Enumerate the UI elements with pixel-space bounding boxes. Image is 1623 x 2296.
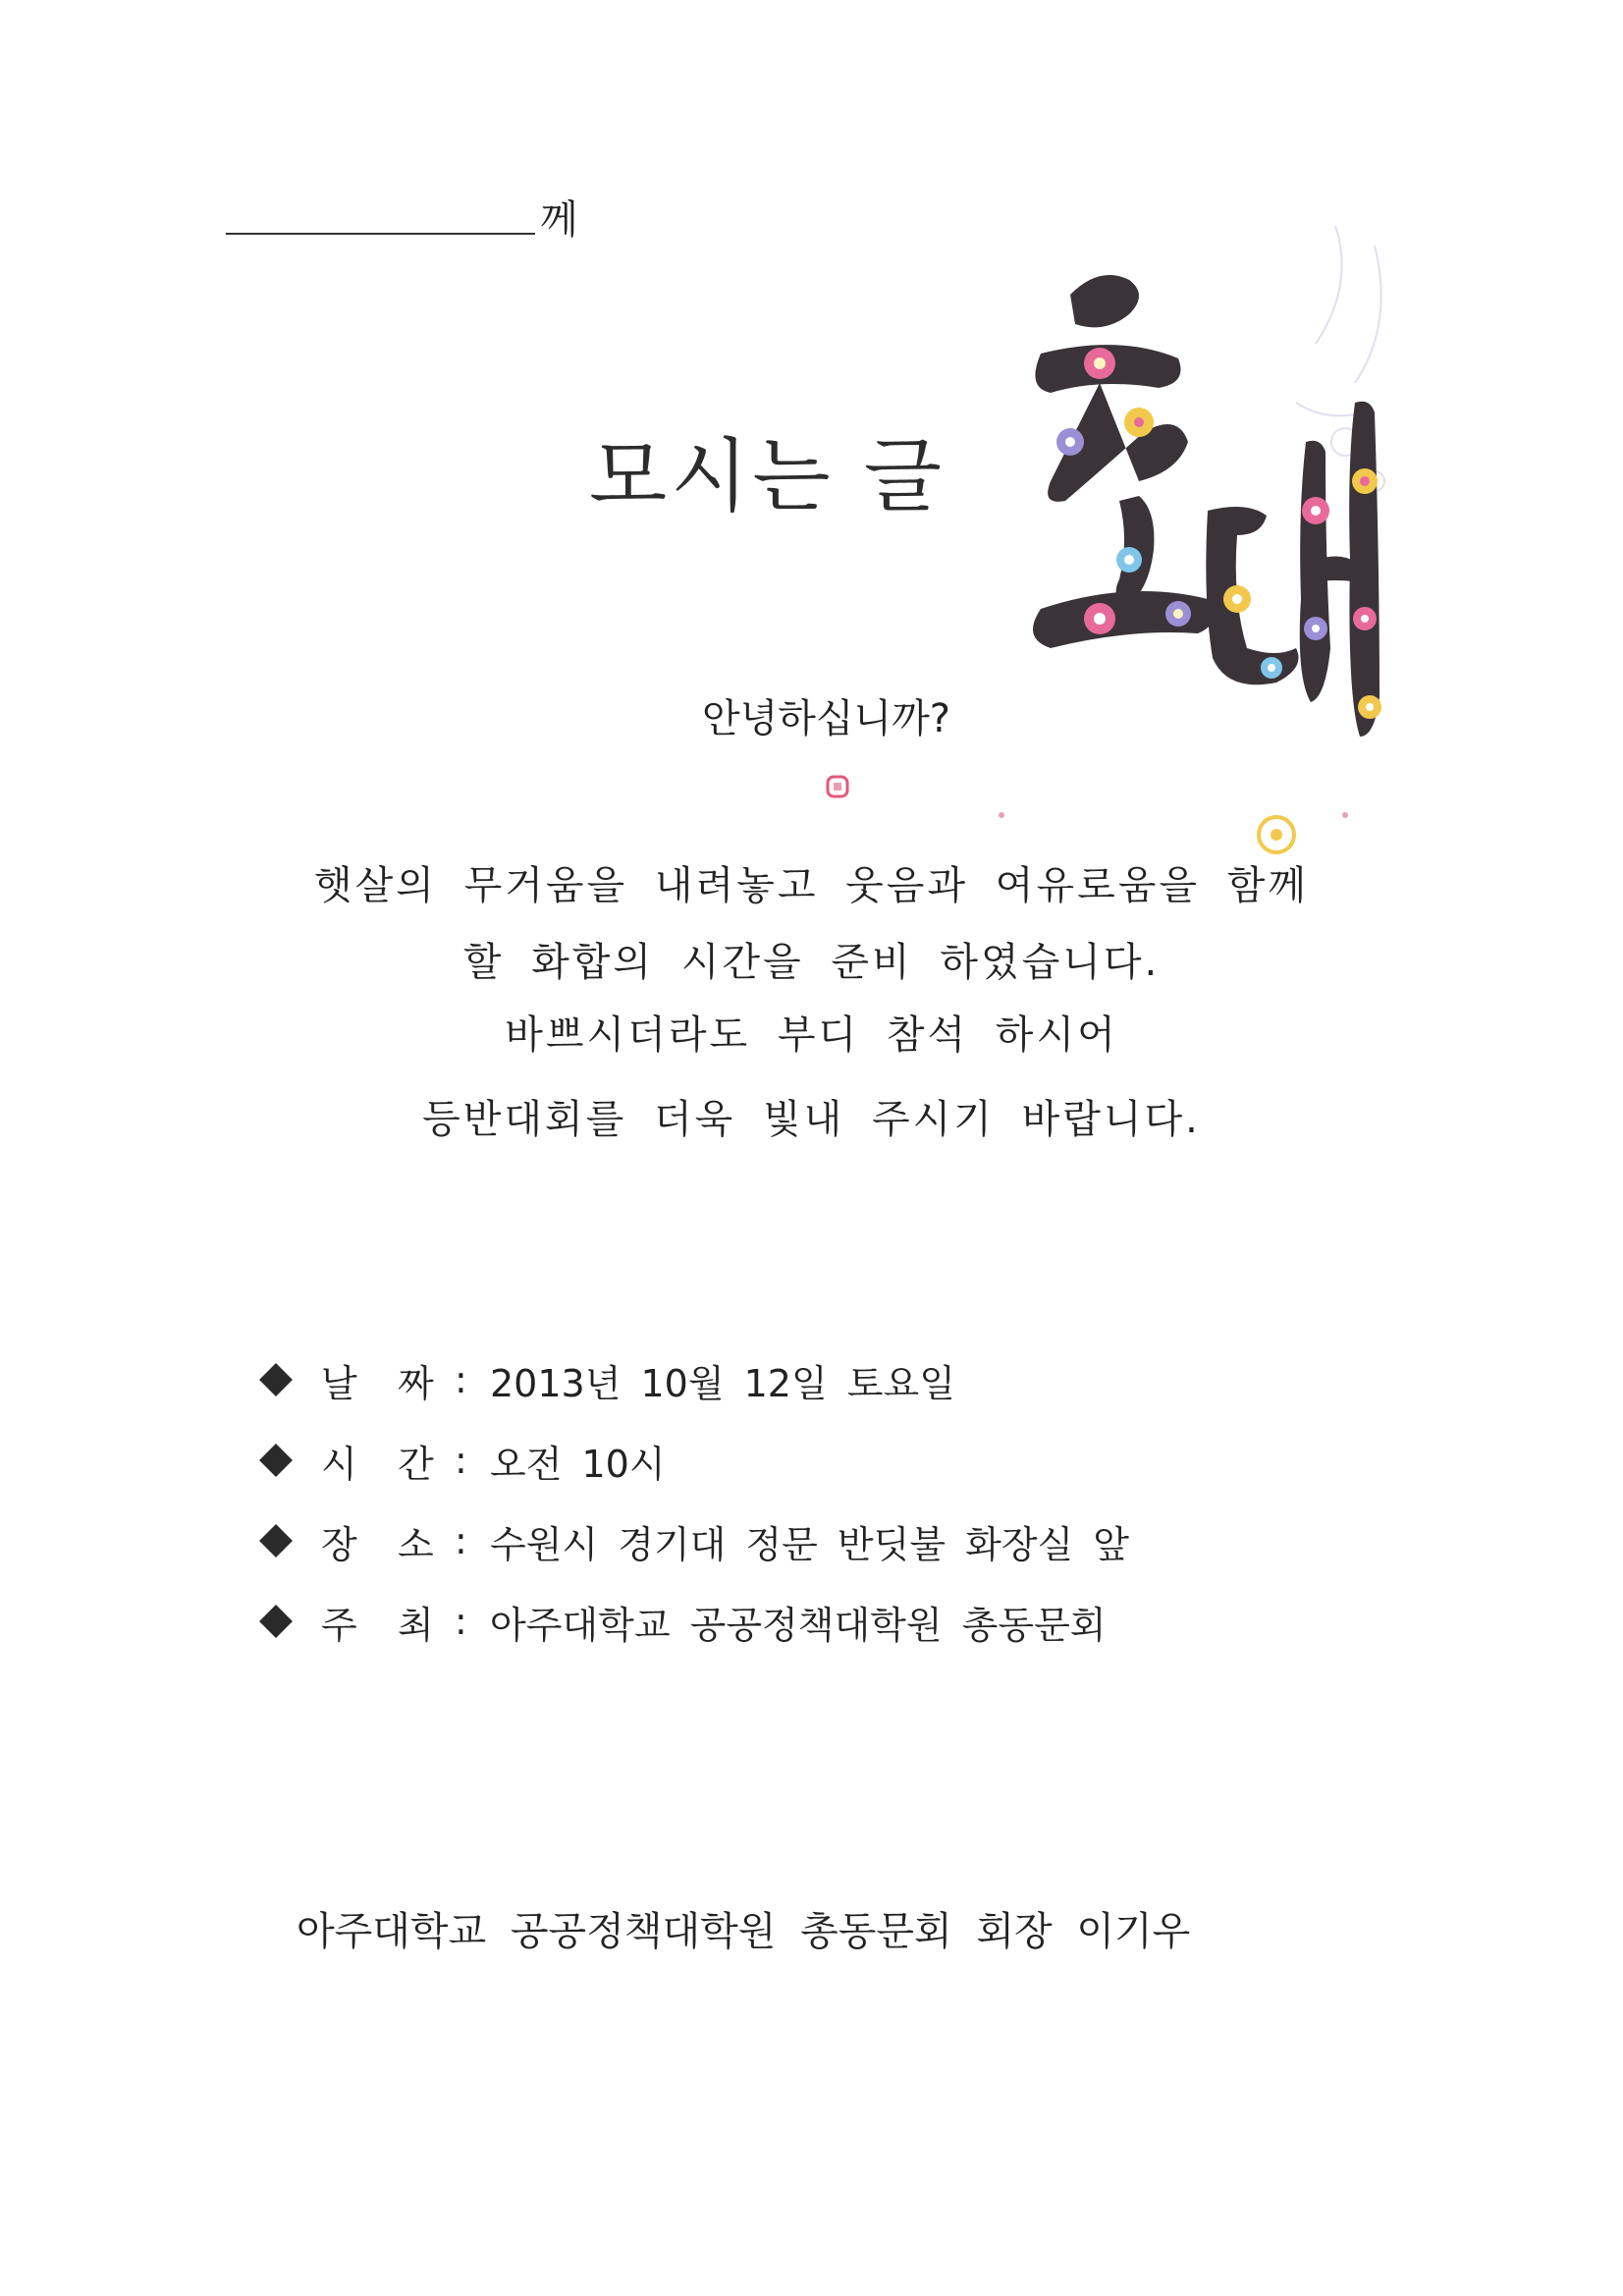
detail-colon: : (455, 1519, 467, 1562)
detail-value: 수원시 경기대 정문 반딧불 화장실 앞 (490, 1522, 1130, 1566)
detail-row-host (260, 1597, 1107, 1646)
diamond-bullet-icon (259, 1524, 293, 1558)
detail-row-time (260, 1436, 666, 1485)
body-line-2: 할 화합의 시간을 준비 하였습니다. (462, 940, 1161, 985)
signature: 아주대학교 공공정책대학원 총동문회 회장 이기우 (297, 1909, 1191, 1954)
detail-label: 날 (321, 1361, 357, 1405)
detail-value: 아주대학교 공공정책대학원 총동문회 (490, 1603, 1107, 1647)
detail-label: 짜 (398, 1361, 434, 1405)
body-line-1: 햇살의 무거움을 내려놓고 웃음과 여유로움을 함께 (313, 863, 1309, 908)
detail-label: 간 (398, 1442, 434, 1486)
addressee-suffix: 께 (540, 197, 578, 243)
diamond-bullet-icon (259, 1605, 293, 1638)
detail-colon: : (455, 1439, 467, 1482)
detail-label: 최 (398, 1603, 434, 1647)
detail-colon: : (455, 1358, 467, 1401)
detail-colon: : (455, 1600, 467, 1643)
detail-label: 장 (321, 1522, 357, 1566)
body-line-4: 등반대회를 더욱 빛내 주시기 바랍니다. (422, 1097, 1201, 1142)
body-line-3: 바쁘시더라도 부디 참석 하시어 (505, 1012, 1118, 1058)
detail-value: 오전 10시 (490, 1442, 666, 1486)
detail-value: 2013년 10월 12일 토요일 (490, 1361, 955, 1405)
diamond-bullet-icon (259, 1363, 293, 1396)
detail-label: 소 (398, 1522, 434, 1566)
page-title: 모시는 글 (589, 430, 946, 523)
addressee-blank-line (226, 233, 535, 235)
diamond-bullet-icon (259, 1444, 293, 1477)
detail-row-place (260, 1516, 1129, 1565)
seal-stamp-icon (825, 774, 850, 799)
detail-row-date (260, 1355, 955, 1404)
greeting: 안녕하십니까? (701, 696, 951, 741)
detail-label: 주 (321, 1603, 357, 1647)
flower-calligraphy-icon (982, 187, 1414, 874)
detail-label: 시 (321, 1442, 357, 1486)
